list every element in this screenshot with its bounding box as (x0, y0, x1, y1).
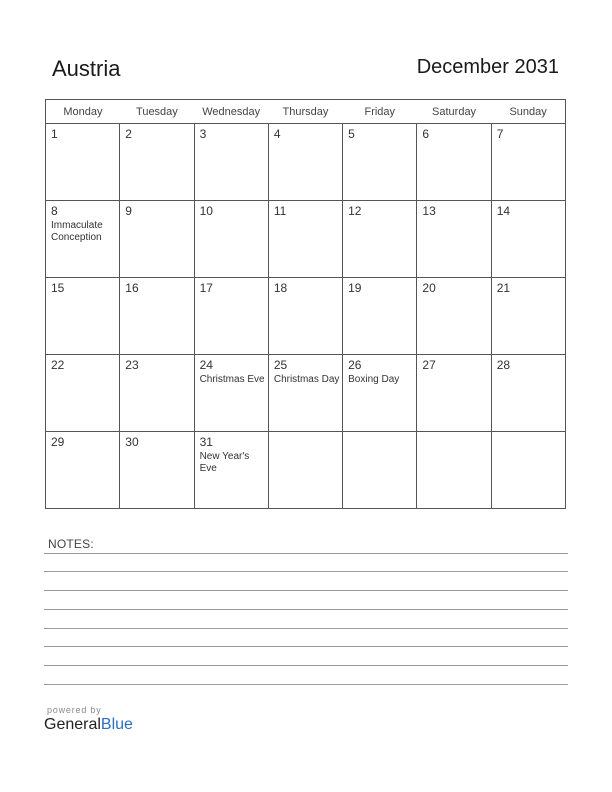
holiday-label: New Year's Eve (199, 451, 250, 474)
day-number: 6 (422, 127, 430, 141)
day-number: 14 (496, 204, 511, 218)
day-cell (491, 355, 565, 432)
day-number: 30 (125, 435, 139, 449)
day-cell (343, 278, 417, 355)
weekday-header: Sunday (491, 100, 565, 124)
day-cell (194, 201, 268, 278)
day-number: 8 (51, 204, 58, 218)
day-cell (46, 278, 120, 355)
holiday-label: Christmas Eve (199, 374, 265, 385)
day-number: 13 (422, 204, 436, 218)
day-number: 23 (125, 358, 139, 372)
day-cell (343, 201, 417, 278)
day-cell (417, 124, 491, 201)
notes-label: NOTES: (48, 537, 94, 551)
day-cell (194, 278, 268, 355)
note-line (44, 571, 568, 572)
day-cell (120, 432, 194, 509)
day-number: 7 (496, 127, 504, 141)
note-line (44, 665, 568, 666)
day-cell (46, 432, 120, 509)
day-cell (268, 278, 342, 355)
day-cell (491, 201, 565, 278)
day-number: 17 (199, 281, 213, 295)
day-number: 16 (125, 281, 139, 295)
weekday-header: Wednesday (194, 100, 268, 124)
day-cell (120, 201, 194, 278)
day-cell (343, 432, 417, 509)
holiday-label: Christmas Day (273, 374, 340, 385)
day-number: 11 (273, 204, 287, 218)
day-number: 18 (273, 281, 288, 295)
note-line (44, 646, 568, 647)
day-number: 21 (496, 281, 511, 295)
day-number: 28 (496, 358, 511, 372)
day-cell (46, 355, 120, 432)
day-number: 1 (51, 127, 58, 141)
calendar-body (46, 124, 566, 509)
day-number: 24 (199, 358, 213, 372)
logo-general: General (44, 716, 101, 733)
note-line (44, 628, 568, 629)
day-cell (417, 432, 491, 509)
day-number: 19 (348, 281, 362, 295)
month-year-title: December 2031 (416, 56, 559, 78)
day-number: 3 (199, 127, 207, 141)
day-cell (120, 124, 194, 201)
logo-blue: Blue (100, 716, 133, 733)
day-cell (491, 278, 565, 355)
day-number: 5 (348, 127, 355, 141)
note-line (44, 684, 568, 685)
day-number: 15 (51, 281, 65, 295)
day-cell (417, 278, 491, 355)
note-line (44, 553, 568, 554)
weekday-header: Tuesday (120, 100, 194, 124)
week-row (46, 201, 566, 278)
powered-by-text: powered by (47, 705, 102, 715)
day-cell (120, 278, 194, 355)
country-title: Austria (52, 56, 121, 81)
day-cell (46, 124, 120, 201)
day-cell (417, 355, 491, 432)
day-cell (46, 201, 120, 278)
day-number: 20 (422, 281, 436, 295)
day-cell (417, 201, 491, 278)
note-line (44, 609, 568, 610)
day-number: 29 (51, 435, 65, 449)
week-row (46, 432, 566, 509)
day-number: 4 (273, 127, 281, 141)
week-row (46, 278, 566, 355)
day-cell (194, 124, 268, 201)
day-number: 26 (348, 358, 362, 372)
day-cell (194, 432, 268, 509)
day-cell (120, 355, 194, 432)
day-number: 25 (273, 358, 288, 372)
day-number: 10 (199, 204, 213, 218)
day-number: 12 (348, 204, 362, 218)
week-row (46, 355, 566, 432)
day-cell (491, 432, 565, 509)
day-cell (343, 124, 417, 201)
day-number: 22 (51, 358, 65, 372)
generalblue-logo (44, 716, 133, 734)
weekday-header: Monday (46, 100, 120, 124)
note-line (44, 590, 568, 591)
weekday-header: Saturday (417, 100, 491, 124)
weekday-header: Friday (343, 100, 417, 124)
day-cell (491, 124, 565, 201)
day-cell (343, 355, 417, 432)
day-cell (268, 201, 342, 278)
day-number: 31 (199, 435, 213, 449)
calendar-grid (45, 99, 566, 509)
day-number: 9 (125, 204, 132, 218)
day-number: 27 (422, 358, 436, 372)
day-cell (268, 124, 342, 201)
day-cell (268, 355, 342, 432)
day-cell (194, 355, 268, 432)
holiday-label: Immaculate Conception (51, 220, 103, 243)
day-cell (268, 432, 342, 509)
day-number: 2 (125, 127, 132, 141)
week-row (46, 124, 566, 201)
weekday-header: Thursday (268, 100, 342, 124)
holiday-label: Boxing Day (348, 374, 400, 385)
